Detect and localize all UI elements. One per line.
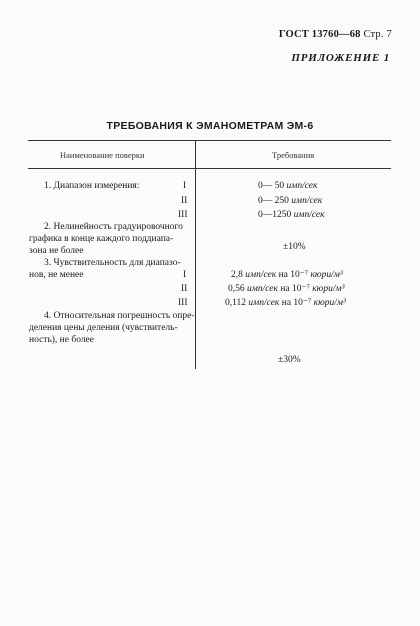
table-header-rule: [28, 168, 391, 169]
row-3-range-2: II: [181, 284, 188, 294]
row-4-value: ±30%: [278, 355, 301, 365]
row-1-range-2: II: [181, 196, 188, 206]
row-2-label-line-1: 2. Нелинейность градуировочного: [44, 222, 183, 232]
row-2-value: ±10%: [283, 242, 306, 252]
row-1-label: 1. Диапазон измерения:: [44, 181, 140, 191]
row-1-range-3: III: [178, 210, 188, 220]
row-2-label-line-2: графика в конце каждого поддиапа-: [29, 234, 174, 244]
column-header-requirements: Требования: [272, 150, 315, 160]
page-number: Стр. 7: [363, 29, 392, 40]
row-3-range-1: I: [183, 270, 187, 280]
row-4-label-line-1: 4. Относительная погрешность опре-: [44, 311, 195, 321]
row-3-value-2: 0,56 имп/сек на 10⁻⁷ кюри/м³: [228, 284, 345, 294]
row-3-label-line-1: 3. Чувствительность для диапазо-: [44, 258, 181, 268]
row-3-value-3: 0,112 имп/сек на 10⁻⁷ кюри/м³: [225, 298, 346, 308]
row-1-range-1: I: [183, 181, 187, 191]
page-header: [279, 29, 392, 40]
table-column-divider: [195, 140, 196, 369]
standard-number: ГОСТ 13760—68: [278, 29, 361, 40]
row-3-value-1: 2,8 имп/сек на 10⁻⁷ кюри/м³: [231, 270, 343, 280]
appendix-label: ПРИЛОЖЕНИЕ 1: [291, 52, 390, 64]
row-4-label-line-2: деления цены деления (чувствитель-: [29, 323, 178, 333]
row-2-label-line-3: зона не более: [29, 246, 84, 256]
row-4-label-line-3: ность), не более: [29, 335, 94, 345]
table-title: ТРЕБОВАНИЯ К ЭМАНОМЕТРАМ ЭМ-6: [106, 120, 314, 132]
row-1-value-3: 0—1250 имп/сек: [258, 210, 325, 220]
row-1-value-1: 0— 50 имп/сек: [258, 181, 318, 191]
column-header-name: Наименование поверки: [60, 150, 145, 160]
row-3-label-line-2: нов, не менее: [29, 270, 84, 280]
row-3-range-3: III: [178, 298, 188, 308]
row-1-value-2: 0— 250 имп/сек: [258, 196, 323, 206]
table-top-rule: [28, 140, 391, 141]
